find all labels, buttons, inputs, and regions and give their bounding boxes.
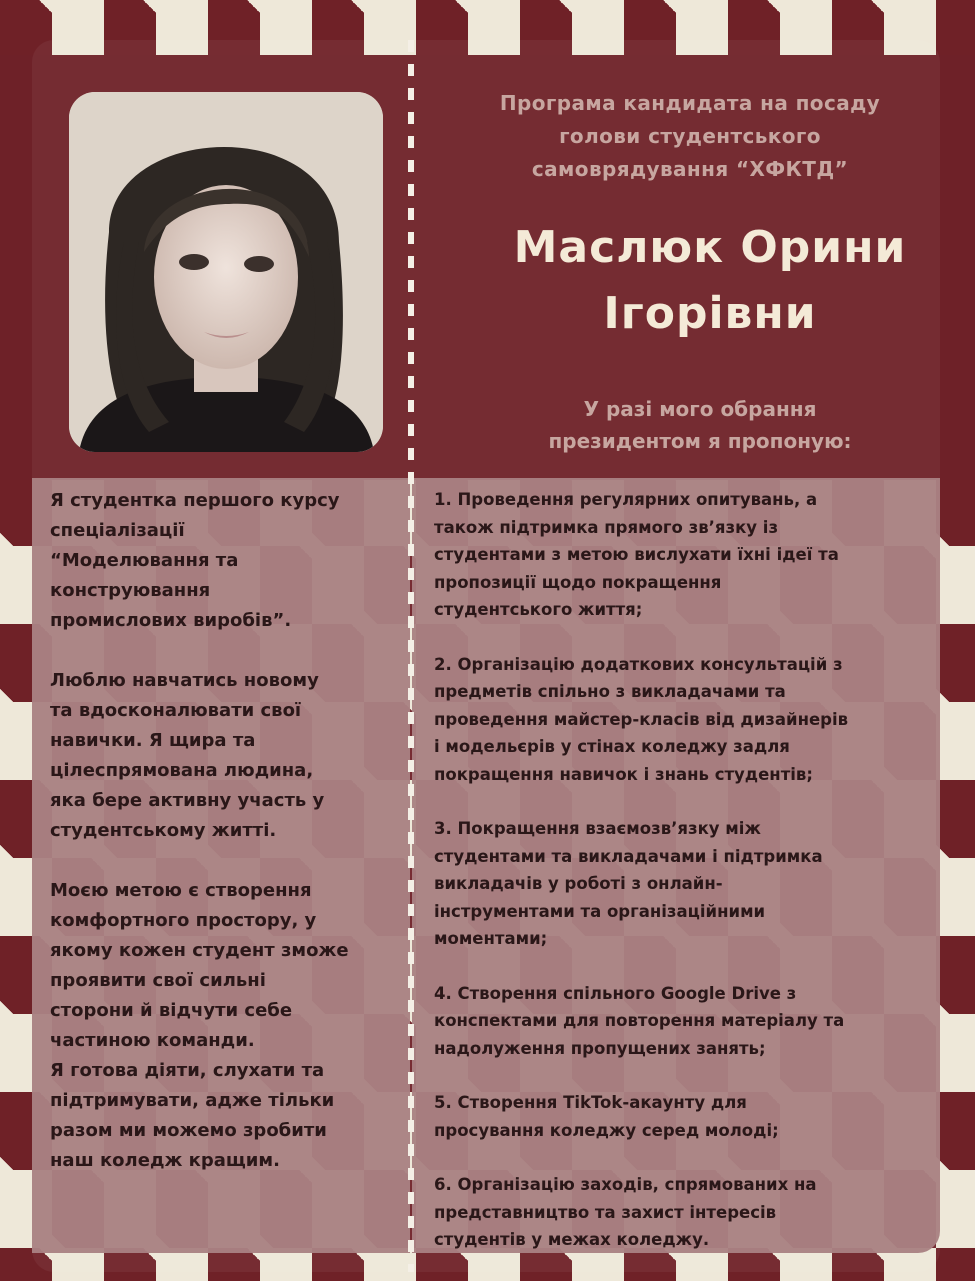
bio-paragraph: Моєю метою є створення комфортного простору, у якому кожен студент зможе проявити свої сильні сторони й відчути себе частиною команди. xyxy=(50,880,349,1051)
candidate-photo xyxy=(69,92,383,452)
proposal-item: 6. Організацію заходів, спрямованих на представництво та захист інтересів студентів у межах коледжу. xyxy=(434,1175,817,1249)
bio-paragraph: Люблю навчатись новому та вдосконалювати свої навички. Я щира та цілеспрямована людина, яка бере активну участь у студентському житті. xyxy=(50,670,325,841)
proposal-item: 4. Створення спільного Google Drive з конспектами для повторення матеріалу та надолуження пропущених занять; xyxy=(434,983,845,1058)
dashed-divider xyxy=(408,40,414,1272)
candidate-name: Маслюк Орини Ігорівни xyxy=(513,222,907,339)
proposal-item: 1. Проведення регулярних опитувань, а також підтримка прямого зв’язку із студентами з метою вислухати їхні ідеї та пропозиції щодо покращення студентського життя; xyxy=(434,490,839,619)
proposal-item: 5. Створення TikTok-акаунту для просування коледжу серед молоді; xyxy=(434,1093,779,1140)
program-title: Програма кандидата на посаду голови студентського самоврядування “ХФКТД” xyxy=(499,91,881,181)
proposal-item: 2. Організацію додаткових консультацій з предметів спільно з викладачами та проведення майстер-класів від дизайнерів і модельєрів у стінах коледжу задля покращення навичок і знань студентів; xyxy=(434,654,849,784)
portrait-icon xyxy=(69,92,383,452)
bio-paragraph: Я готова діяти, слухати та підтримувати, адже тільки разом ми можемо зробити наш коледж кращим. xyxy=(50,1060,335,1171)
offer-intro: У разі мого обрання президентом я пропоную: xyxy=(548,397,852,453)
bio-paragraph: Я студентка першого курсу спеціалізації “Моделювання та конструювання промислових виробів”. xyxy=(50,490,340,631)
proposals-list xyxy=(434,486,924,1281)
bio-text xyxy=(50,486,400,1206)
proposal-item: 3. Покращення взаємозв’язку між студентами та викладачами і підтримка викладачів у роботі з онлайн- інструментами та організаційними моментами; xyxy=(434,819,823,948)
